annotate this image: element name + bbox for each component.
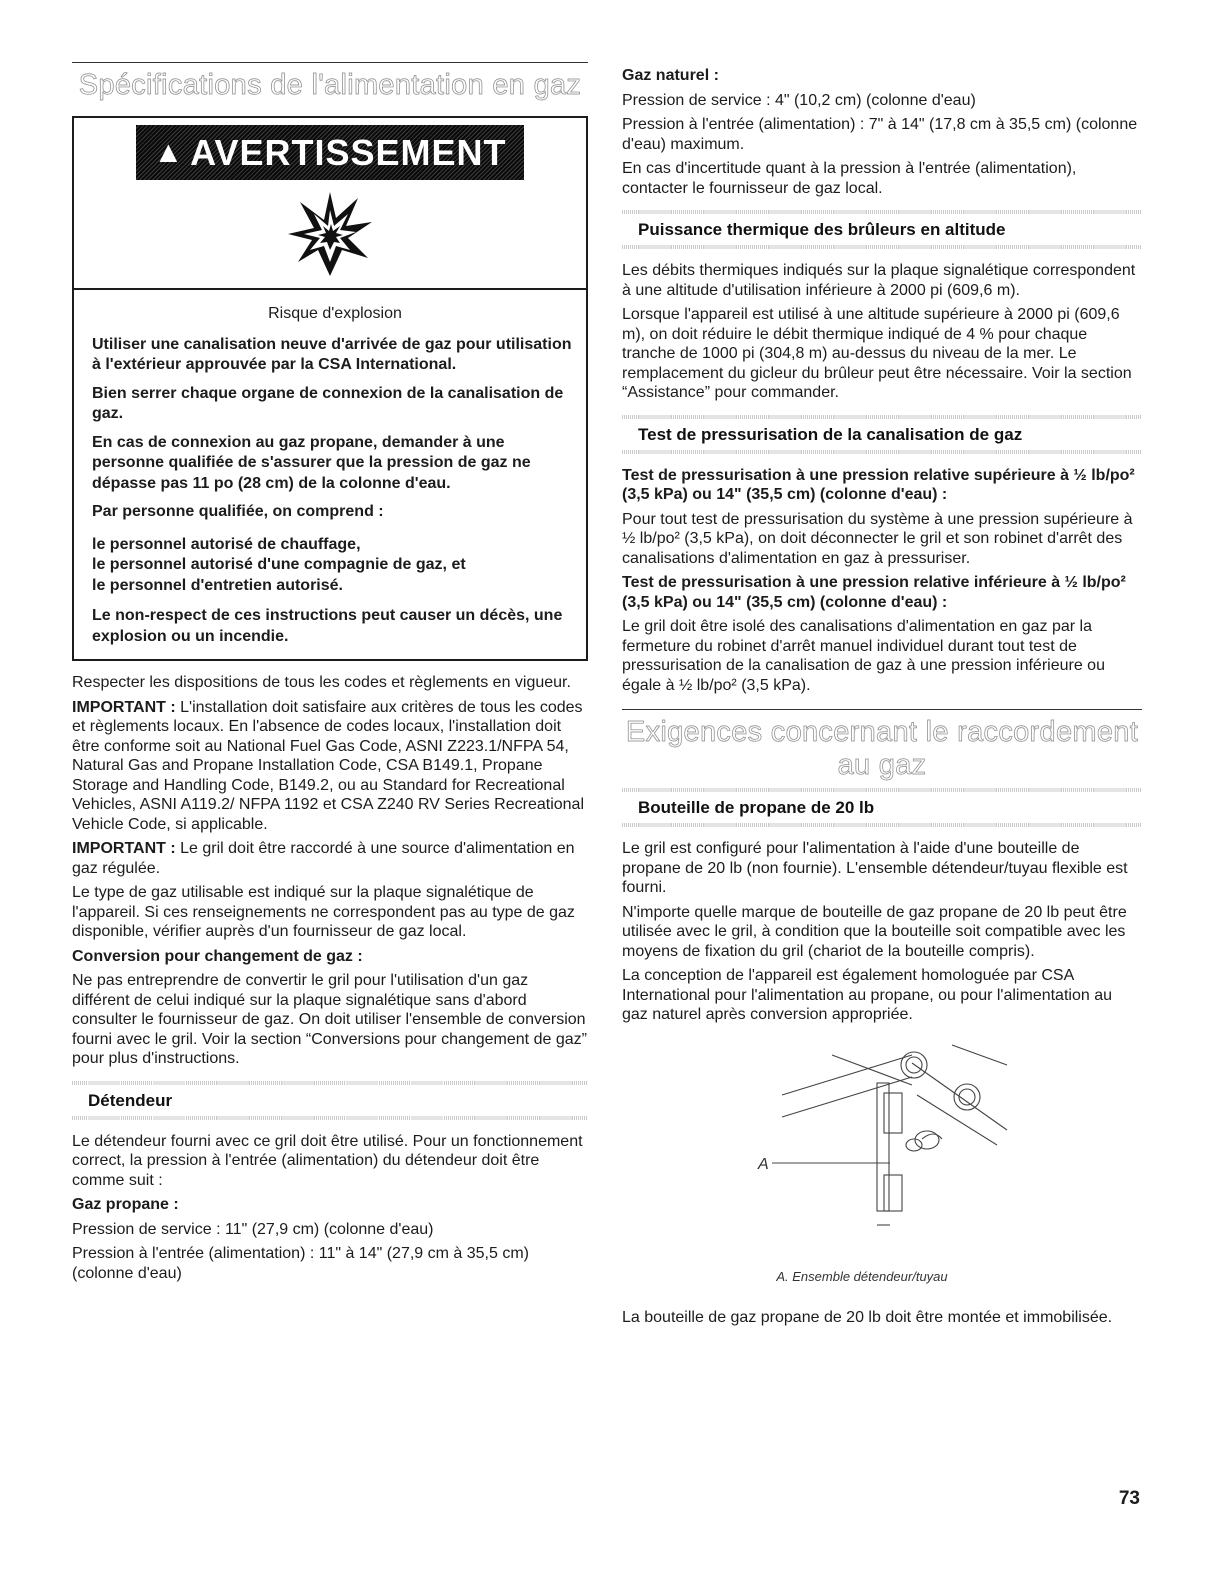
explosion-graphic bbox=[284, 188, 376, 280]
paragraph: En cas d'incertitude quant à la pression à l'entrée (alimentation), contacter le fournisseur de gaz local. bbox=[622, 160, 1077, 197]
paragraph: Pression à l'entrée (alimentation) : 11" à 14" (27,9 cm à 35,5 cm) (colonne d'eau) bbox=[72, 1245, 529, 1282]
figure-label-a: A bbox=[758, 1155, 769, 1173]
naturel-heading: Gaz naturel : bbox=[622, 67, 719, 84]
regulator-hose-figure bbox=[622, 1035, 1142, 1263]
warning-banner bbox=[136, 125, 524, 180]
gas-supply-section-header bbox=[72, 62, 588, 102]
detendeur-heading: Détendeur bbox=[72, 1081, 588, 1120]
important-text: Le gril doit être raccordé à une source d'alimentation en gaz régulée. bbox=[72, 840, 575, 877]
paragraph: Le détendeur fourni avec ce gril doit être utilisé. Pour un fonctionnement correct, la pression à l'entrée (alimentation) du détendeur doit être comme suit : bbox=[72, 1132, 583, 1189]
left-column bbox=[72, 62, 588, 1288]
paragraph: La bouteille de gaz propane de 20 lb doit être montée et immobilisée. bbox=[622, 1309, 1113, 1326]
regulator-illustration bbox=[622, 1035, 1142, 1263]
warning-line: En cas de connexion au gaz propane, demander à une personne qualifiée de s'assurer que la pression de gaz ne dépasse pas 11 po (28 cm) de la colonne d'eau. bbox=[92, 433, 531, 492]
bouteille-heading: Bouteille de propane de 20 lb bbox=[622, 788, 1142, 827]
paragraph: La conception de l'appareil est également homologuée par CSA International pour l'alimentation au propane, ou pour l'alimentation au gaz naturel après conversion appropriée. bbox=[622, 967, 1112, 1023]
explosion-icon bbox=[74, 180, 586, 288]
qualified-item: le personnel d'entretien autorisé. bbox=[92, 576, 343, 594]
right-column bbox=[622, 66, 1142, 1333]
section-title: Exigences concernant le raccordement au gaz bbox=[625, 716, 1139, 781]
important-paragraph bbox=[72, 839, 588, 878]
figure-caption: A. Ensemble détendeur/tuyau bbox=[776, 1268, 948, 1284]
gas-connection-section-header bbox=[622, 709, 1142, 782]
warning-body bbox=[74, 288, 586, 659]
paragraph: Le type de gaz utilisable est indiqué sur la plaque signalétique de l'appareil. Si ces renseignements ne correspondent pas au type de gaz disponible, vérifier auprès d'un fournisseur de gaz local. bbox=[72, 884, 575, 940]
warning-line: Bien serrer chaque organe de connexion de la canalisation de gaz. bbox=[92, 384, 564, 422]
paragraph: N'importe quelle marque de bouteille de gaz propane de 20 lb peut être utilisée avec le gril, à condition que la bouteille soit compatible avec les moyens de fixation du gril (chariot de la bouteille compris). bbox=[622, 903, 1127, 960]
section-title: Spécifications de l'alimentation en gaz bbox=[78, 69, 582, 101]
warning-banner-label: AVERTISSEMENT bbox=[190, 131, 507, 173]
paragraph: Pression de service : 4" (10,2 cm) (colonne d'eau) bbox=[622, 91, 976, 109]
qualified-item: le personnel autorisé de chauffage, bbox=[92, 535, 361, 553]
paragraph: Le gril doit être isolé des canalisations d'alimentation en gaz par la fermeture du robinet d'arrêt manuel individuel durant tout test de pressurisation de la canalisation de gaz à une pression inférieure ou égale à ½ lb/po² (3,5 kPa). bbox=[622, 618, 1105, 694]
pressure-test-heading: Test de pressurisation de la canalisation de gaz bbox=[622, 415, 1142, 454]
paragraph: Le gril est configuré pour l'alimentation à l'aide d'une bouteille de propane de 20 lb (non fournie). L'ensemble détendeur/tuyau flexible est fourni. bbox=[622, 840, 1128, 896]
warning-box bbox=[72, 116, 588, 661]
paragraph: Pression à l'entrée (alimentation) : 7" à 14" (17,8 cm à 35,5 cm) (colonne d'eau) maximum. bbox=[622, 116, 1138, 153]
important-text: L'installation doit satisfaire aux critères de tous les codes et règlements locaux. En l'absence de codes locaux, l'installation doit être conforme soit au National Fuel Gas Code, ASNI Z223.1/NFPA 54, Natural Gas and Propane Installation Code, CSA B149.1, Propane Storage and Handling Code, B149.2, ou au Standard for Recreational Vehicles, ASNI A119.2/ NFPA 1192 et CSA Z240 RV Series Recreational Vehicle Code, si applicable. bbox=[72, 698, 584, 833]
gas-spec-text bbox=[72, 673, 588, 1069]
important-label: IMPORTANT : bbox=[72, 698, 176, 716]
paragraph: Pour tout test de pressurisation du système à une pression supérieure à ½ lb/po² (3,5 kPa), on doit déconnecter le gril et son robinet d'arrêt des canalisations d'alimentation en gaz à pressuriser. bbox=[622, 510, 1133, 567]
page-number: 73 bbox=[1118, 1488, 1140, 1509]
warning-line: Par personne qualifiée, on comprend : bbox=[92, 503, 384, 520]
warning-triangle-icon: ▲ bbox=[153, 135, 185, 169]
conversion-heading: Conversion pour changement de gaz : bbox=[72, 947, 363, 965]
paragraph: Les débits thermiques indiqués sur la plaque signalétique correspondent à une altitude d'utilisation inférieure à 2000 pi (609,6 m). bbox=[622, 262, 1136, 299]
qualified-item: le personnel autorisé d'une compagnie de gaz, et bbox=[92, 556, 466, 573]
test-low-heading: Test de pressurisation à une pression relative inférieure à ½ lb/po² (3,5 kPa) ou 14" (35,5 cm) (colonne d'eau) : bbox=[622, 574, 1126, 611]
important-label: IMPORTANT : bbox=[72, 840, 176, 857]
propane-heading: Gaz propane : bbox=[72, 1196, 179, 1213]
warning-subtitle: Risque d'explosion bbox=[268, 305, 402, 322]
warning-closing: Le non-respect de ces instructions peut causer un décès, une explosion ou un incendie. bbox=[92, 607, 563, 645]
warning-line: Utiliser une canalisation neuve d'arrivée de gaz pour utilisation à l'extérieur approuvée par la CSA International. bbox=[92, 335, 572, 373]
paragraph: Pression de service : 11" (27,9 cm) (colonne d'eau) bbox=[72, 1220, 434, 1238]
important-paragraph bbox=[72, 698, 588, 835]
paragraph: Lorsque l'appareil est utilisé à une altitude supérieure à 2000 pi (609,6 m), on doit réduire le débit thermique indiqué de 4 % pour chaque tranche de 1000 pi (304,8 m) au-dessus du niveau de la mer. Le remplacement du gicleur du brûleur peut être nécessaire. Voir la section “Assistance” pour commander. bbox=[622, 306, 1132, 401]
test-high-heading: Test de pressurisation à une pression relative supérieure à ½ lb/po² (3,5 kPa) ou 14" (35,5 cm) (colonne d'eau) : bbox=[622, 466, 1135, 503]
paragraph: Respecter les dispositions de tous les codes et règlements en vigueur. bbox=[72, 674, 571, 691]
paragraph: Ne pas entreprendre de convertir le gril pour l'utilisation d'un gaz différent de celui indiqué sur la plaque signalétique sans d'abord consulter le fournisseur de gaz. On doit utiliser l'ensemble de conversion fourni avec le gril. Voir la section “Conversions pour changement de gaz” pour plus d'instructions. bbox=[72, 972, 587, 1067]
altitude-heading: Puissance thermique des brûleurs en altitude bbox=[622, 210, 1142, 249]
